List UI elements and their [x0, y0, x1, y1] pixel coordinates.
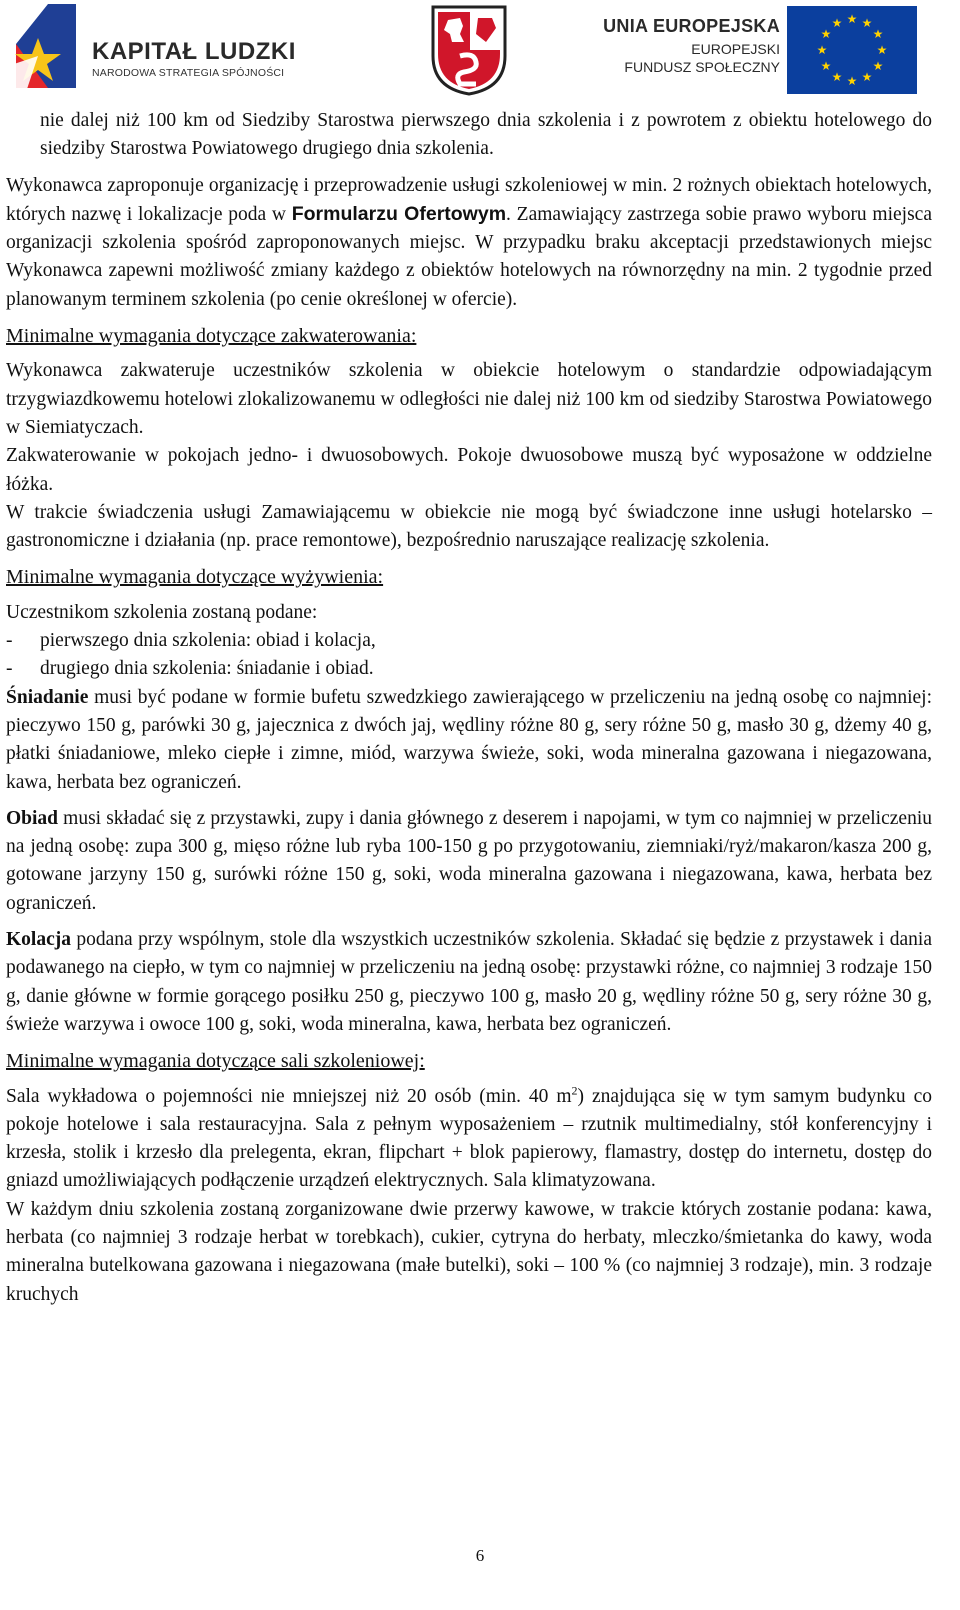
offer-form-reference: Formularzu Ofertowym [291, 202, 507, 225]
hotel-locations-paragraph [6, 172, 932, 314]
list-item: - pierwszego dnia szkolenia: obiad i kolacja, [6, 630, 376, 652]
svg-text:★: ★ [872, 59, 884, 73]
svg-text:★: ★ [831, 16, 843, 30]
eu-title: UNIA EUROPEJSKA [603, 16, 780, 36]
breakfast-paragraph: Śniadanie musi być podane w formie bufetu szwedzkiego zawierającego w przeliczeniu na jedną osobę co najmniej: pieczywo 150 g, parówki 30 g, jajecznica z dwóch jaj, wędliny różne 80 g, sery różne 50 g, masło 30 g, dżemy 40 g, płatki śniadaniowe, mleko ciepłe i zimne, miód, warzywa świeże, soki, woda mineralna gazowana i niegazowana, kawa, herbata bez ograniczeń. [6, 686, 932, 793]
eu-fund-line1: EUROPEJSKI [691, 41, 780, 57]
svg-text:★: ★ [876, 43, 888, 57]
document-body [6, 107, 932, 1309]
page-number: 6 [475, 1546, 485, 1565]
lunch-paragraph: Obiad musi składać się z przystawki, zupy i dania głównego z deserem i napojami, w tym co najmniej w przeliczeniu na jedną osobę: zupa 300 g, mięso różne lub ryba 100-150 g po przygotowaniu, ziemniaki/ryż/makaron/kasza 200 g, gotowane jarzyny 150 g, surówki różne 150 g, soki, woda mineralna gazowana i niegazowana, kawa, herbata bez ograniczeń. [6, 807, 932, 914]
catering-heading: Minimalne wymagania dotyczące wyżywienia: [6, 566, 384, 589]
svg-text:★: ★ [816, 43, 828, 57]
accommodation-paragraph-1: Wykonawca zakwateruje uczestników szkolenia w obiekcie hotelowym o standardzie odpowiadającym trzygwiazdkowemu hotelowi zlokalizowanemu w odległości nie dalej niż 100 km od siedziby Starostwa Powiatowego w Siemiatyczach. [6, 360, 932, 438]
intro-paragraph: nie dalej niż 100 km od Siedziby Starostwa pierwszego dnia szkolenia i z powrotem z obiektu hotelowego do siedziby Starostwa Powiatowego drugiego dnia szkolenia. [40, 110, 932, 160]
svg-text:★: ★ [872, 27, 884, 41]
kapital-ludzki-emblem-icon [8, 4, 82, 92]
eu-fund-line2: FUNDUSZ SPOŁECZNY [624, 59, 780, 75]
hotel-locations-text-b: . Zamawiający zastrzega sobie prawo wyboru miejsca organizacji szkolenia spośród zaproponowanych miejsc. W przypadku braku akceptacji przedstawionych miejsc Wykonawca zapewni możliwość zmiany każdego z obiektów hotelowych na równorzędny na min. 2 tygodnie przed planowanym terminem szkolenia (po cenie określonej w ofercie). [6, 203, 932, 310]
page-header [0, 0, 960, 100]
svg-text:★: ★ [861, 70, 873, 84]
training-room-heading: Minimalne wymagania dotyczące sali szkoleniowej: [6, 1050, 425, 1073]
dinner-paragraph: Kolacja podana przy wspólnym, stole dla wszystkich uczestników szkolenia. Składać się będzie z przystawek i dania podawanego na ciepło, w tym co najmniej w przeliczeniu na jedną osobę: przystawki różne, co najmniej 3 rodzaje 150 g, danie główne w formie gorącego posiłku 250 g, pieczywo 100 g, masło 20 g, wędliny różne 50 g, sery różne 30 g, świeże warzywa i owoce 100 g, soki, woda mineralna, kawa, herbata bez ograniczeń. [6, 929, 932, 1035]
eu-flag-icon [787, 6, 917, 94]
svg-text:★: ★ [861, 16, 873, 30]
eu-caption [600, 16, 780, 75]
svg-text:★: ★ [820, 27, 832, 41]
coat-of-arms-icon [430, 4, 508, 96]
svg-text:★: ★ [846, 12, 858, 26]
list-item: - drugiego dnia szkolenia: śniadanie i obiad. [6, 658, 374, 680]
kapital-ludzki-logo [8, 4, 308, 94]
kapital-ludzki-title: KAPITAŁ LUDZKI [92, 38, 296, 65]
accommodation-paragraph-2: Zakwaterowanie w pokojach jedno- i dwuosobowych. Pokoje dwuosobowe muszą być wyposażone w oddzielne łóżka. [6, 445, 932, 495]
accommodation-heading: Minimalne wymagania dotyczące zakwaterowania: [6, 325, 417, 348]
accommodation-paragraph-3: W trakcie świadczenia usługi Zamawiającemu w obiekcie nie mogą być świadczone inne usługi hotelarsko – gastronomiczne i działania (np. prace remontowe), bezpośrednio naruszające realizację szkolenia. [6, 501, 932, 552]
catering-intro: Uczestnikom szkolenia zostaną podane: [6, 601, 318, 623]
kapital-ludzki-subtitle: NARODOWA STRATEGIA SPÓJNOŚCI [92, 67, 285, 79]
training-room-paragraph: Sala wykładowa o pojemności nie mniejszej niż 20 osób (min. 40 $m^2$) znajdująca się w tym samym budynku co pokoje hotelowe i sala restauracyjna. Sala z pełnym wyposażeniem – rzutnik multimedialny, stół konferencyjny i krzesła, stolik i krzesło dla prelegenta, ekran, flipchart + blok papierowy, flamastry, dostęp do internetu, dostęp do gniazd umożliwiających podłączenie urządzeń elektrycznych. Sala klimatyzowana. [6, 1083, 932, 1192]
svg-text:★: ★ [846, 74, 858, 88]
coffee-breaks-paragraph: W każdym dniu szkolenia zostaną zorganizowane dwie przerwy kawowe, w trakcie których zostanie podana: kawa, herbata (co najmniej 3 rodzaje herbat w torebkach), cukier, cytryna do herbaty, mleczko/śmietanka do kawy, woda mineralna butelkowana gazowana i niegazowana (małe butelki), soki – 100 % (co najmniej 3 rodzaje), min. 3 rodzaje kruchych [6, 1198, 932, 1305]
svg-text:★: ★ [831, 70, 843, 84]
hotel-locations-text-a: Wykonawca zaproponuje organizację i przeprowadzenie usługi szkoleniowej w min. 2 rożnych obiektach hotelowych, których nazwę i lokalizacje poda w [6, 174, 932, 225]
svg-text:★: ★ [820, 59, 832, 73]
